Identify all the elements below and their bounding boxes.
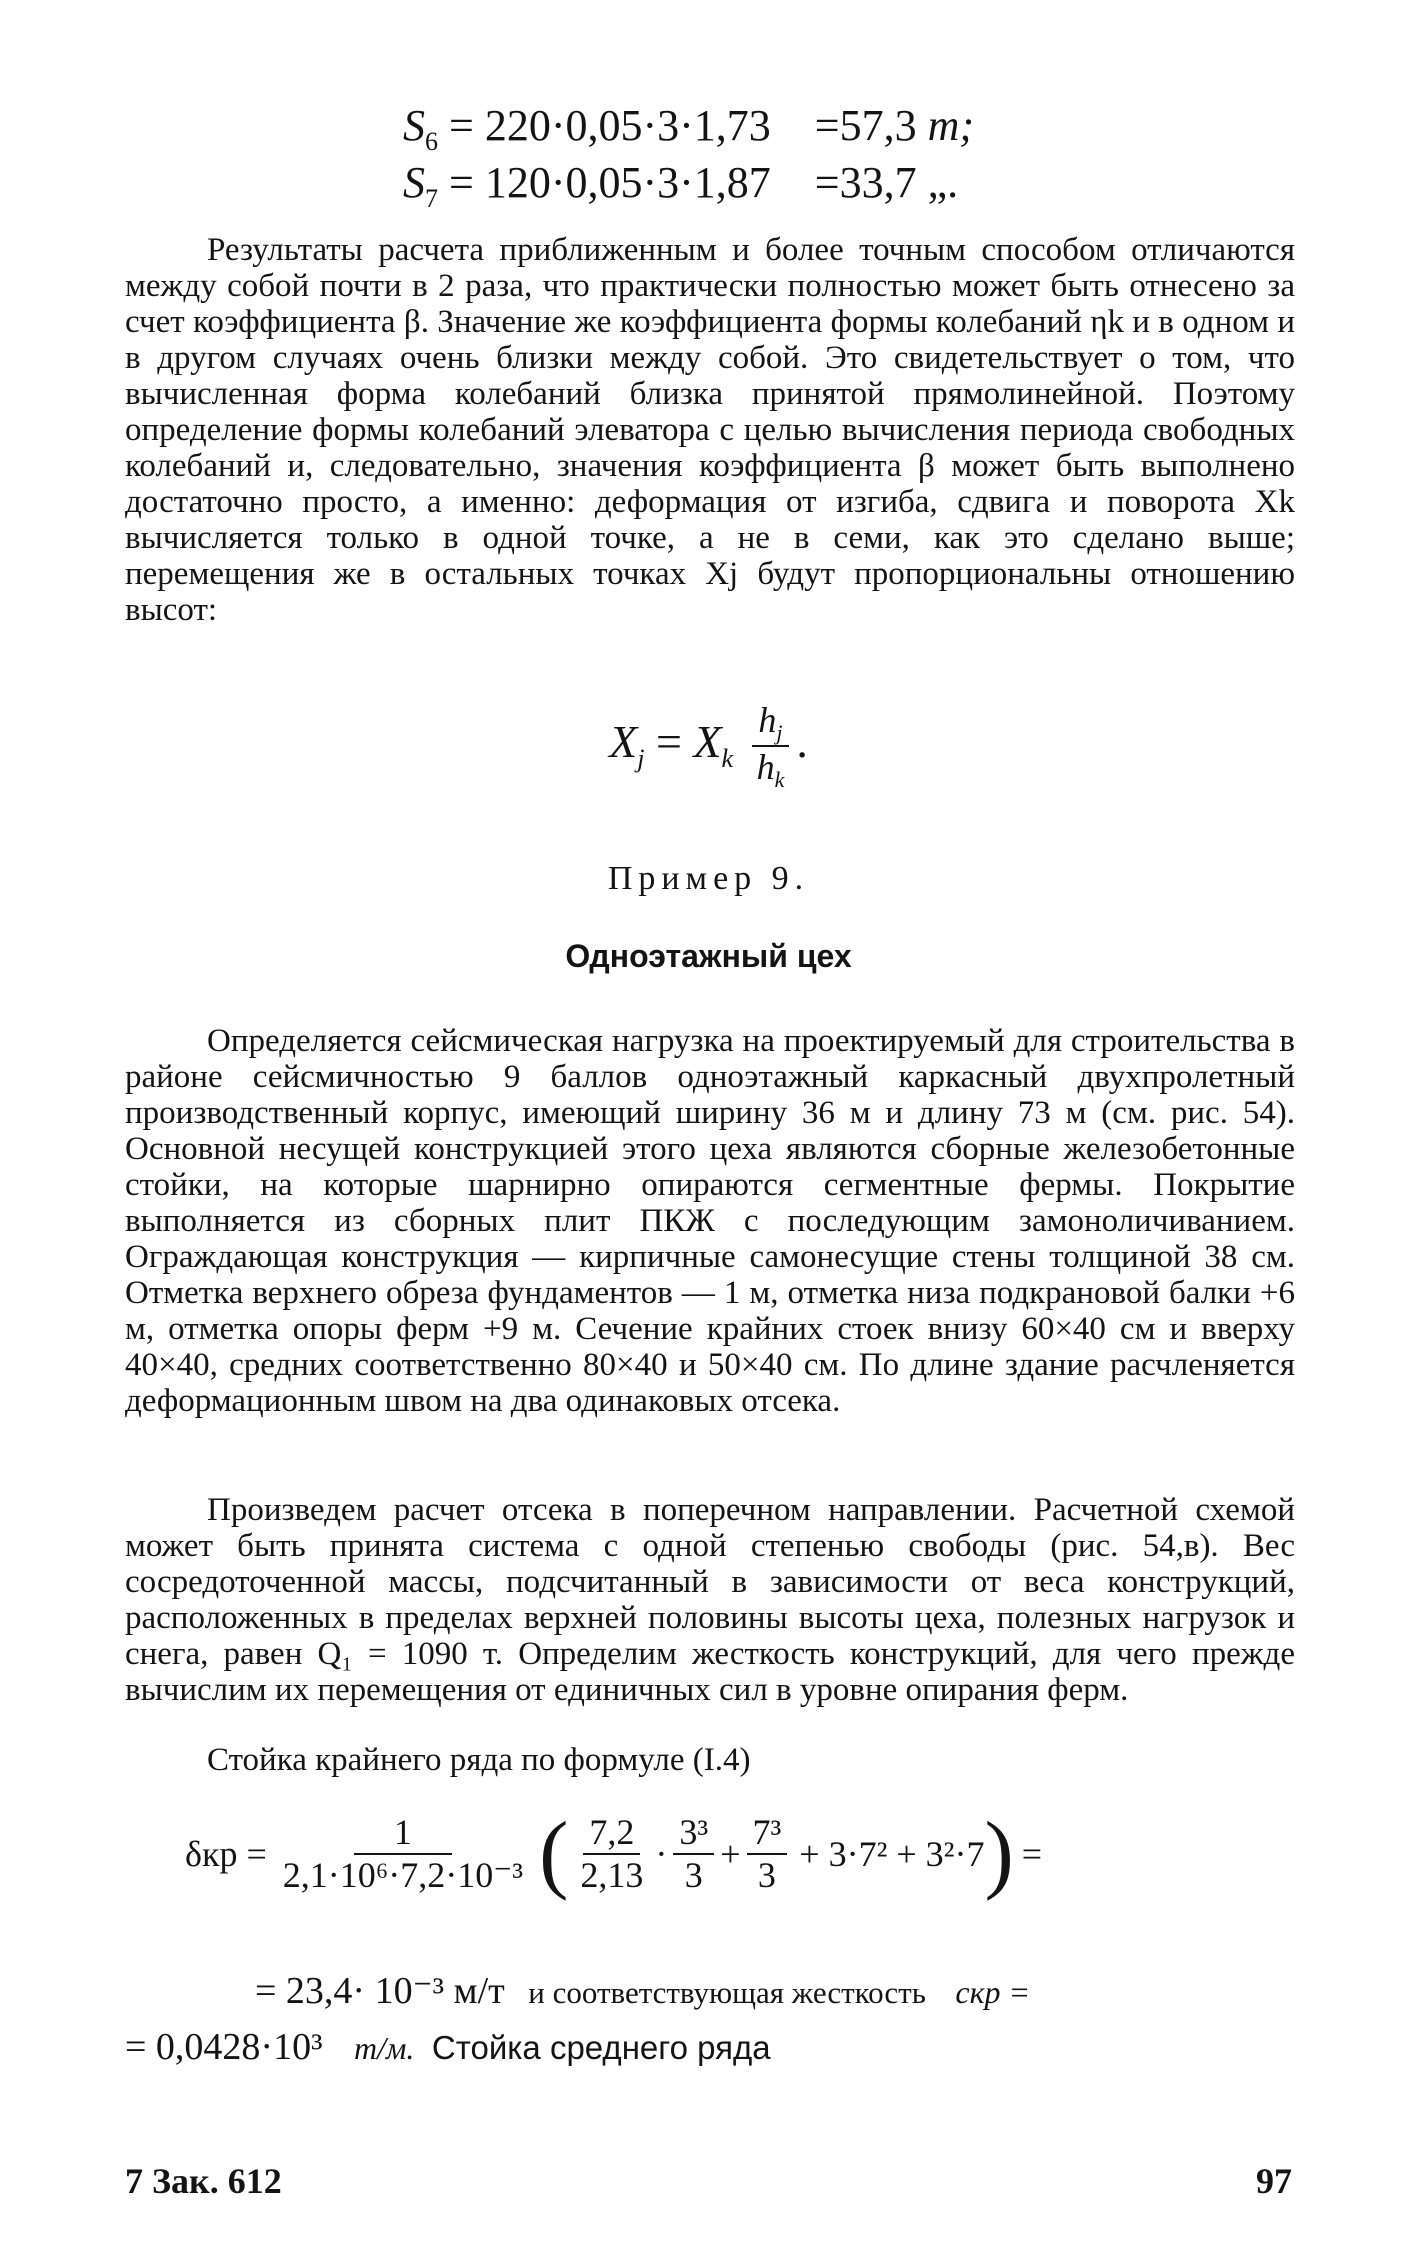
paragraph-column	[125, 1742, 1295, 1778]
xj-mid-sub: k	[721, 744, 734, 774]
s7-sub: 7	[425, 183, 438, 213]
s6-lhs: S	[403, 101, 425, 150]
xj-num-sub: j	[776, 720, 783, 746]
result-1-c: cкр =	[955, 1974, 1031, 2010]
xj-mid: X	[693, 716, 722, 768]
paragraph-1-text: Результаты расчета приближенным и более точным способом отличаются между собой почти в 2 раза, что практически полностью может быть отнесено за счет коэффициента β. Значение же коэффициента формы колебаний ηk и в одном и в другом случаях очень близки между собой. Это свидетельствует о том, что вычисленная форма колебаний близка принятой прямолинейной. Поэтому определение формы колебаний элеватора с целью вычисления периода свободных колебаний и, следовательно, значения коэффициента β может быть выполнено достаточно просто, а именно: деформация от изгиба, сдвига и поворота Xk вычисляется только в одной точке, а не в семи, как это сделано выше; перемещения же в остальных точках Xj будут пропорциональны отношению высот:	[125, 232, 1295, 628]
result-1-value: = 23,4· 10⁻³ м/т	[255, 1970, 505, 2012]
xj-den: h	[756, 747, 775, 788]
delta-inner-fraction-1	[574, 1812, 649, 1897]
close-paren: )	[984, 1805, 1014, 1902]
inner-den-1: 2,13	[580, 1855, 644, 1895]
s7-result: =33,7	[814, 158, 917, 207]
s6-rhs: = 220·0,05·3·1,73	[449, 101, 771, 150]
paragraph-calculation	[125, 1492, 1295, 1708]
xj-eq: =	[655, 716, 682, 768]
inner-num-2: 3³	[673, 1812, 714, 1855]
result-2-unit: т/м.	[353, 2030, 415, 2066]
delta-inner-fraction-2	[673, 1812, 714, 1897]
inner-den-3: 3	[757, 1855, 776, 1895]
formula-xj	[0, 700, 1417, 793]
delta-lhs: δкр =	[185, 1834, 267, 1874]
result-2-value: = 0,0428·10³	[125, 2026, 323, 2068]
s6-result: =57,3	[814, 101, 917, 150]
xj-lhs-sub: j	[637, 744, 645, 774]
paragraph-description	[125, 1023, 1295, 1419]
formula-delta	[185, 1805, 1043, 1902]
section-title: Одноэтажный цех	[565, 938, 852, 974]
result-2-text: Стойка среднего ряда	[431, 2029, 771, 2066]
delta-tail: + 3·7² + 3²·7	[799, 1834, 985, 1874]
delta-den: 2,1·10⁶·7,2·10⁻³	[282, 1855, 524, 1895]
paragraph-4-text: Стойка крайнего ряда по формуле (I.4)	[207, 1742, 751, 1778]
result-1-text: и соответствующая жесткость	[528, 1975, 926, 2010]
s7-lhs: S	[403, 158, 425, 207]
inner-num-1: 7,2	[583, 1812, 640, 1855]
page-number: 97	[1256, 2161, 1292, 2201]
xj-end: .	[796, 716, 808, 768]
delta-main-fraction	[277, 1812, 529, 1897]
open-paren: (	[539, 1805, 569, 1902]
inner-den-2: 3	[684, 1855, 703, 1895]
delta-num: 1	[354, 1812, 452, 1855]
xj-fraction	[751, 700, 791, 793]
paragraph-2-text: Определяется сейсмическая нагрузка на проектируемый для строительства в районе сейсмичностью 9 баллов одноэтажный каркасный двухпролетный производственный корпус, имеющий ширину 36 м и длину 73 м (см. рис. 54). Основной несущей конструкцией этого цеха являются сборные железобетонные стойки, на которые шарнирно опираются сегментные фермы. Покрытие выполняется из сборных плит ПКЖ с последующим замоноличиванием. Ограждающая конструкция — кирпичные самонесущие стены толщиной 38 см. Отметка верхнего обреза фундаментов — 1 м, отметка низа подкрановой балки +6 м, отметка опоры ферм +9 м. Сечение крайних стоек внизу 60×40 см и вверху 40×40, средних соответственно 80×40 и 50×40 см. По длине здание расчленяется деформационным швом на два одинаковых отсека.	[125, 1023, 1295, 1419]
equation-s6	[403, 100, 974, 157]
example-label: Пример 9.	[607, 860, 810, 897]
s6-sub: 6	[425, 126, 438, 156]
inner-num-3: 7³	[747, 1812, 788, 1855]
equation-s7	[403, 157, 958, 214]
delta-end: =	[1021, 1834, 1043, 1874]
paragraph-3-text: Произведем расчет отсека в поперечном направлении. Расчетной схемой может быть принята система с одной степенью свободы (рис. 54,в). Вес сосредоточенной массы, подсчитанный в зависимости от веса конструкций, расположенных в пределах верхней половины высоты цеха, полезных нагрузок и снега, равен Q₁ = 1090 т. Определим жесткость конструкций, для чего прежде вычислим их перемещения от единичных сил в уровне опирания ферм.	[125, 1492, 1295, 1708]
delta-plus: +	[720, 1834, 741, 1874]
xj-num: h	[758, 700, 777, 740]
xj-den-sub: k	[774, 767, 785, 793]
delta-dot: ·	[655, 1834, 668, 1874]
s6-unit: т;	[927, 101, 975, 150]
xj-lhs: X	[609, 716, 638, 768]
result-line-1	[255, 1968, 1030, 2013]
delta-inner-fraction-3	[747, 1812, 788, 1897]
paragraph-results	[125, 232, 1295, 628]
s7-unit: „.	[927, 158, 959, 207]
result-line-2	[125, 2025, 771, 2069]
footer-order: 7 Зак. 612	[125, 2161, 282, 2201]
s7-rhs: = 120·0,05·3·1,87	[449, 158, 771, 207]
